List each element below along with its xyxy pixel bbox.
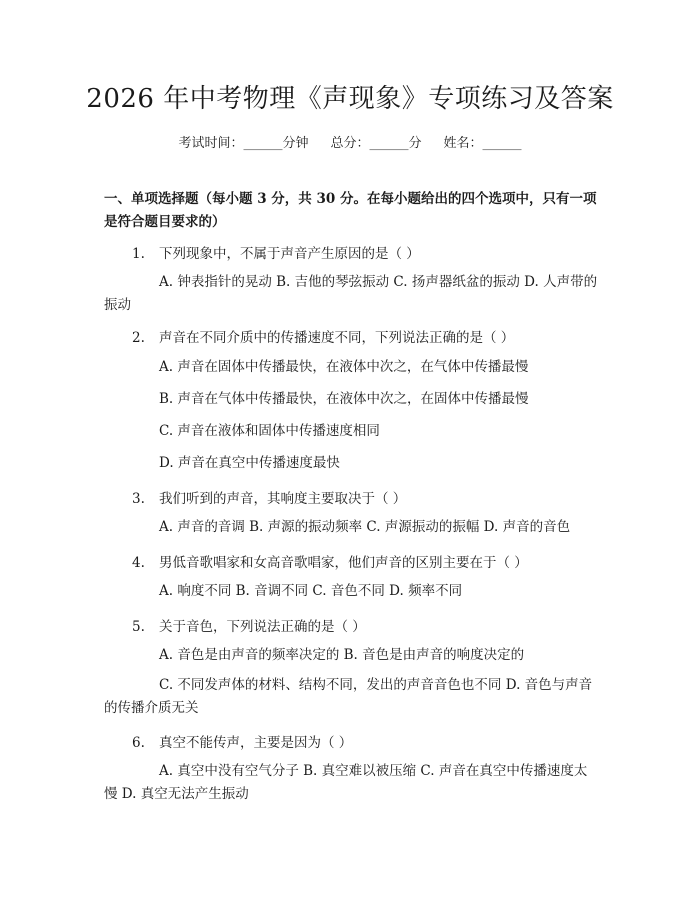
question-text: 下列现象中，不属于声音产生原因的是（ ） [159, 246, 420, 262]
question-3-options: A. 声音的音调 B. 声源的振动频率 C. 声源振动的振幅 D. 声音的音色 [159, 519, 571, 535]
question-number: 3. [132, 491, 145, 507]
question-4-options: A. 响度不同 B. 音调不同 C. 音色不同 D. 频率不同 [159, 583, 463, 599]
page-title: 2026 年中考物理《声现象》专项练习及答案 [86, 84, 614, 114]
question-4 [132, 551, 528, 571]
question-1-options: A. 钟表指针的晃动 B. 吉他的琴弦振动 C. 扬声器纸盆的振动 D. 人声带的振动 [104, 274, 598, 313]
question-6-options: A. 真空中没有空气分子 B. 真空难以被压缩 C. 声音在真空中传播速度太慢 D. 真空无法产生振动 [104, 763, 588, 802]
question-2-option-b: B. 声音在气体中传播最快，在液体中次之，在固体中传播最慢 [159, 391, 529, 407]
question-6 [132, 731, 352, 751]
question-2-option-a: A. 声音在固体中传播最快，在液体中次之，在气体中传播最慢 [159, 359, 529, 375]
question-text: 真空不能传声，主要是因为（ ） [159, 735, 353, 751]
question-number: 4. [132, 555, 145, 571]
question-2-option-c: C. 声音在液体和固体中传播速度相同 [159, 423, 380, 439]
section-heading: 一、单项选择题（每小题 3 分，共 30 分。在每小题给出的四个选项中，只有一项是符合题目要求的） [104, 191, 597, 230]
total-score-field: 总分：______分 [330, 136, 422, 151]
question-1 [132, 242, 420, 262]
question-text: 关于音色，下列说法正确的是（ ） [159, 619, 366, 635]
question-5-options-ab: A. 音色是由声音的频率决定的 B. 音色是由声音的响度决定的 [159, 647, 525, 663]
question-5-options-cd: C. 不同发声体的材料、结构不同，发出的声音音色也不同 D. 音色与声音的传播介质无关 [104, 677, 593, 716]
question-5 [132, 615, 366, 635]
question-2 [132, 326, 514, 346]
student-name-field: 姓名：______ [443, 136, 522, 151]
question-number: 6. [132, 735, 145, 751]
exam-info-line [0, 132, 700, 151]
exam-time-field: 考试时间：______分钟 [178, 136, 309, 151]
question-2-option-d: D. 声音在真空中传播速度最快 [159, 455, 340, 471]
question-number: 1. [132, 246, 145, 262]
question-number: 2. [132, 330, 145, 346]
question-text: 声音在不同介质中的传播速度不同，下列说法正确的是（ ） [159, 330, 515, 346]
question-number: 5. [132, 619, 145, 635]
question-text: 男低音歌唱家和女高音歌唱家，他们声音的区别主要在于（ ） [159, 555, 528, 571]
question-text: 我们听到的声音，其响度主要取决于（ ） [159, 491, 407, 507]
question-3 [132, 487, 406, 507]
